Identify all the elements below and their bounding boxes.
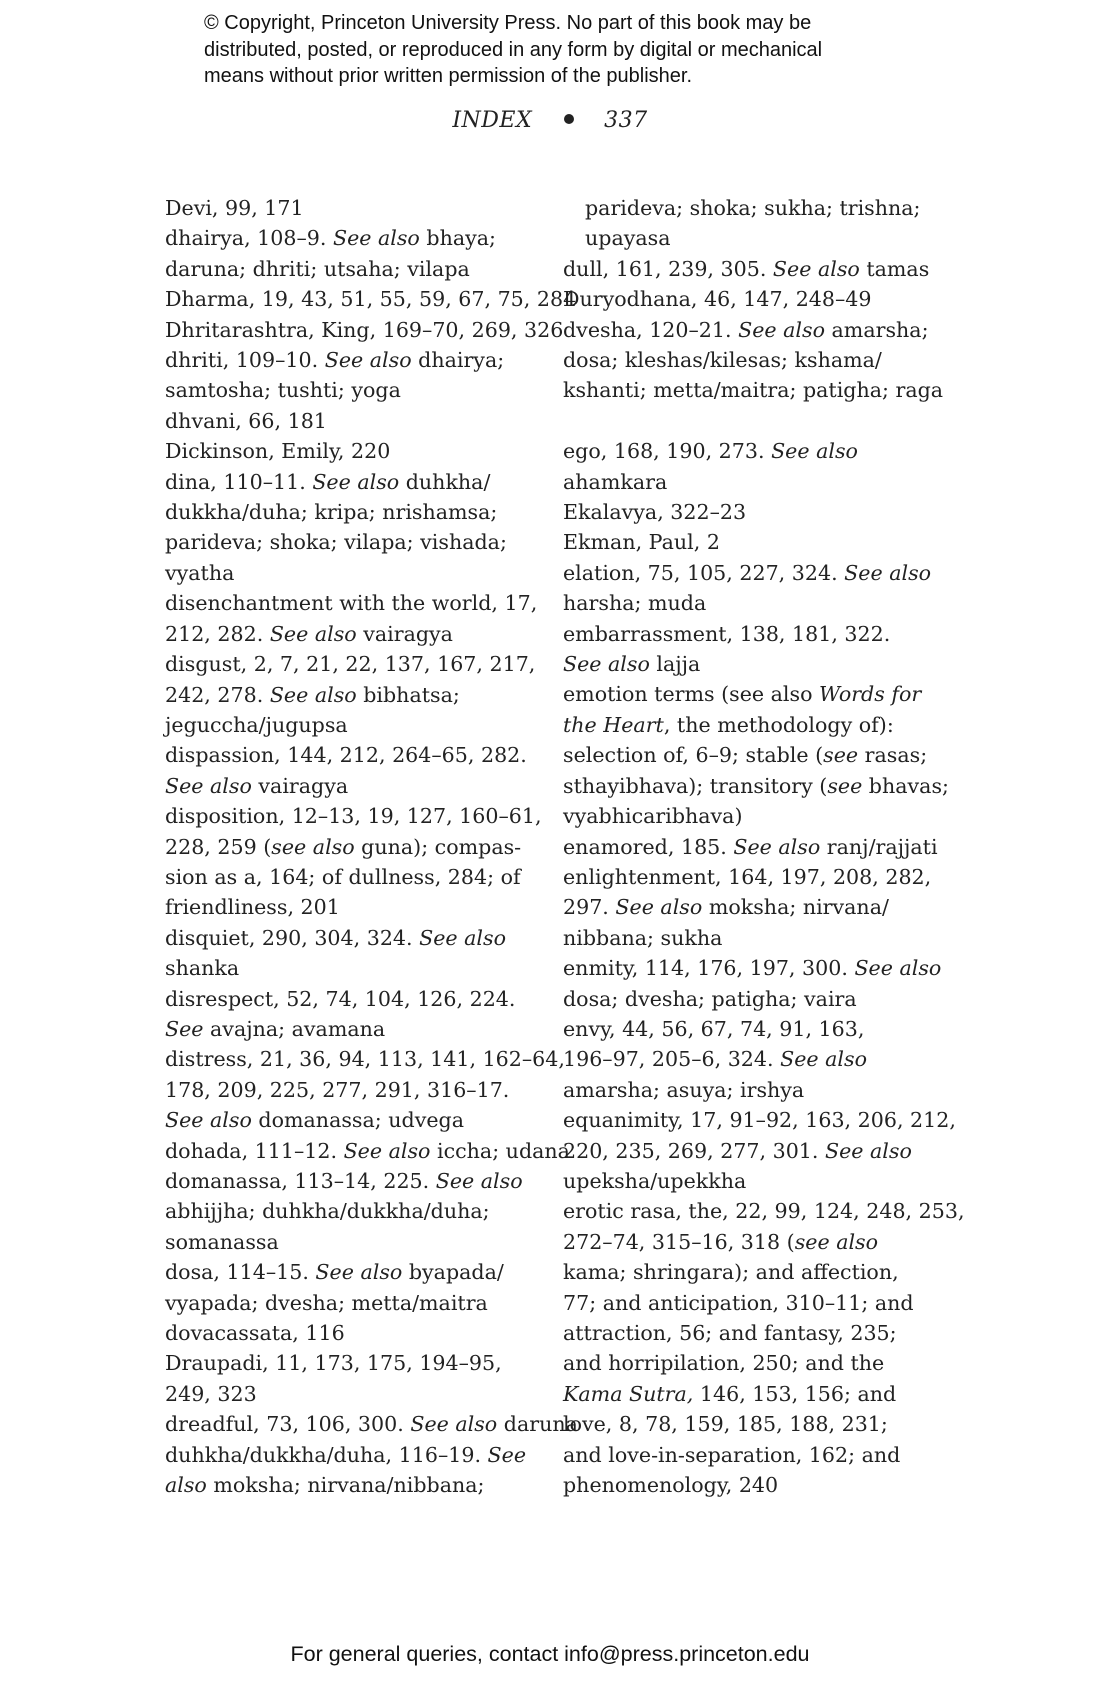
index-entry-line: dull, 161, 239, 305. See also tamas	[563, 256, 930, 281]
index-entry-line: samtosha; tushti; yoga	[165, 378, 401, 403]
index-entry	[563, 254, 963, 284]
index-entry-line: daruna; dhriti; utsaha; vilapa	[165, 256, 470, 281]
index-entry-line: disenchantment with the world, 17,	[165, 591, 538, 616]
index-entry	[165, 1257, 565, 1318]
index-entry-line: elation, 75, 105, 227, 324. See also	[563, 560, 932, 585]
index-entry-line: See also lajja	[563, 652, 701, 677]
index-entry-line: equanimity, 17, 91–92, 163, 206, 212,	[563, 1108, 956, 1133]
index-entry	[165, 801, 565, 923]
index-entry-line: phenomenology, 240	[563, 1473, 779, 1498]
index-entry-line: amarsha; asuya; irshya	[563, 1077, 805, 1102]
index-entry-line: See also vairagya	[165, 773, 349, 798]
index-entry-line: vyabhicaribhava)	[563, 804, 743, 829]
index-entry-line: dreadful, 73, 106, 300. See also daruna	[165, 1412, 578, 1437]
index-entry	[165, 984, 565, 1045]
index-entry-line: nibbana; sukha	[563, 925, 723, 950]
bullet-separator-icon	[564, 114, 574, 124]
index-entry	[563, 1196, 963, 1500]
index-entry-line: 77; and anticipation, 310–11; and	[563, 1290, 914, 1315]
index-entry-line: 196–97, 205–6, 324. See also	[563, 1047, 867, 1072]
index-entry-line: shanka	[165, 956, 240, 981]
index-entry-line: 242, 278. See also bibhatsa;	[165, 682, 460, 707]
index-entry-line: Ekalavya, 322–23	[563, 500, 747, 525]
copyright-line: distributed, posted, or reproduced in any form by digital or mechanical	[204, 38, 823, 61]
index-entry	[165, 436, 565, 466]
index-entry	[165, 345, 565, 406]
index-entry-line: parideva; shoka; sukha; trishna;	[585, 196, 921, 220]
index-entry	[563, 558, 963, 619]
index-entry-line: selection of, 6–9; stable (see rasas;	[563, 743, 928, 768]
index-entry	[165, 1318, 565, 1348]
index-entry	[165, 649, 565, 740]
index-entry-line: 272–74, 315–16, 318 (see also	[563, 1229, 879, 1254]
index-entry-line: and horripilation, 250; and the	[563, 1351, 885, 1376]
entry-gap	[563, 406, 963, 436]
index-entry-line: 220, 235, 269, 277, 301. See also	[563, 1138, 912, 1163]
index-entry-line: emotion terms (see also Words for	[563, 682, 922, 707]
index-column-left	[165, 193, 578, 1500]
index-entry-line: enamored, 185. See also ranj/rajjati	[563, 834, 938, 859]
index-entry-line: Draupadi, 11, 173, 175, 194–95,	[165, 1351, 502, 1376]
index-entry-line: vyapada; dvesha; metta/maitra	[165, 1290, 488, 1315]
index-entry-line: duhkha/dukkha/duha, 116–19. See	[165, 1442, 527, 1467]
index-entry-line: distress, 21, 36, 94, 113, 141, 162–64,	[165, 1047, 565, 1072]
copyright-line: © Copyright, Princeton University Press. No part of this book may be	[204, 12, 812, 34]
index-entry-line: love, 8, 78, 159, 185, 188, 231;	[563, 1412, 888, 1437]
index-entry-line: also moksha; nirvana/nibbana;	[165, 1473, 485, 1498]
index-entry-continued	[563, 193, 963, 254]
index-entry-line: embarrassment, 138, 181, 322.	[563, 621, 891, 646]
copyright-notice	[204, 10, 964, 90]
footer-contact: For general queries, contact info@press.princeton.edu	[290, 1642, 810, 1666]
index-entry-line: dovacassata, 116	[165, 1321, 345, 1346]
index-entry-line: 228, 259 (see also guna); compas-	[165, 834, 522, 859]
index-entry	[563, 832, 963, 862]
index-entry	[165, 740, 565, 801]
copyright-line: means without prior written permission of the publisher.	[204, 65, 693, 87]
index-entry	[165, 315, 565, 345]
index-entry-line: Dickinson, Emily, 220	[165, 439, 391, 464]
index-entry	[165, 588, 565, 649]
index-entry	[563, 315, 963, 406]
index-entry-line: parideva; shoka; vilapa; vishada;	[165, 530, 507, 555]
index-entry-line: harsha; muda	[563, 591, 707, 616]
index-entry-line: sion as a, 164; of dullness, 284; of	[165, 864, 521, 889]
index-entry-line: 212, 282. See also vairagya	[165, 621, 453, 646]
index-entry-line: attraction, 56; and fantasy, 235;	[563, 1321, 897, 1346]
index-entry	[563, 679, 963, 831]
index-entry	[165, 193, 565, 223]
index-entry-line: dina, 110–11. See also duhkha/	[165, 469, 491, 494]
index-entry	[165, 1440, 565, 1501]
index-entry-line: dosa, 114–15. See also byapada/	[165, 1260, 504, 1285]
index-entry-line: Devi, 99, 171	[165, 196, 304, 220]
index-entry	[165, 223, 565, 284]
index-entry-line: abhijjha; duhkha/dukkha/duha;	[165, 1199, 490, 1224]
index-entry-line: Kama Sutra, 146, 153, 156; and	[563, 1381, 897, 1406]
index-entry-line: enmity, 114, 176, 197, 300. See also	[563, 956, 942, 981]
index-entry-line: friendliness, 201	[165, 895, 340, 920]
index-entry	[165, 406, 565, 436]
index-entry-line: 249, 323	[165, 1381, 257, 1406]
index-entry-line: the Heart, the methodology of):	[563, 712, 894, 737]
running-head	[0, 108, 1100, 133]
index-entry	[563, 527, 963, 557]
index-entry	[563, 1105, 963, 1196]
index-entry	[165, 1166, 565, 1257]
page-number: 337	[604, 108, 648, 133]
index-entry	[563, 1014, 963, 1105]
index-entry-line: erotic rasa, the, 22, 99, 124, 248, 253,	[563, 1199, 965, 1224]
index-entry-line: disrespect, 52, 74, 104, 126, 224.	[165, 986, 516, 1011]
section-title: INDEX	[452, 108, 533, 133]
index-entry-line: Duryodhana, 46, 147, 248–49	[563, 287, 872, 312]
index-entry-line: upeksha/upekkha	[563, 1168, 747, 1193]
index-entry-line: 297. See also moksha; nirvana/	[563, 895, 889, 920]
index-entry-line: Ekman, Paul, 2	[563, 530, 720, 555]
index-entry	[563, 436, 963, 497]
index-entry	[165, 923, 565, 984]
index-entry-line: enlightenment, 164, 197, 208, 282,	[563, 864, 932, 889]
index-entry-line: disgust, 2, 7, 21, 22, 137, 167, 217,	[165, 652, 536, 677]
index-entry-line: disquiet, 290, 304, 324. See also	[165, 925, 506, 950]
index-entry-line: and love-in-separation, 162; and	[563, 1442, 901, 1467]
index-entry-line: sthayibhava); transitory (see bhavas;	[563, 773, 949, 798]
index-entry-line: jeguccha/jugupsa	[165, 712, 348, 737]
index-entry-line: dhriti, 109–10. See also dhairya;	[165, 348, 505, 373]
index-entry	[563, 953, 963, 1014]
index-entry-line: upayasa	[585, 226, 671, 251]
index-entry	[165, 467, 565, 589]
index-entry-line: dispassion, 144, 212, 264–65, 282.	[165, 743, 527, 768]
index-entry-line: Dharma, 19, 43, 51, 55, 59, 67, 75, 284	[165, 287, 577, 312]
index-entry	[563, 619, 963, 680]
index-entry-line: Dhritarashtra, King, 169–70, 269, 326	[165, 317, 564, 342]
index-entry-line: dosa; dvesha; patigha; vaira	[563, 986, 857, 1011]
index-entry-line: kshanti; metta/maitra; patigha; raga	[563, 378, 944, 403]
index-entry-line: dhvani, 66, 181	[165, 408, 327, 433]
index-entry-line: See avajna; avamana	[165, 1016, 386, 1041]
index-column-right	[563, 193, 963, 1500]
index-entry-line: dhairya, 108–9. See also bhaya;	[165, 226, 496, 251]
index-entry	[563, 862, 963, 953]
index-entry-line: dohada, 111–12. See also iccha; udana	[165, 1138, 570, 1163]
index-entry	[165, 1136, 570, 1166]
index-entry-line: kama; shringara); and affection,	[563, 1260, 899, 1285]
index-entry-line: dosa; kleshas/kilesas; kshama/	[563, 348, 882, 373]
index-entry-line: dukkha/duha; kripa; nrishamsa;	[165, 500, 498, 525]
index-entry-line: 178, 209, 225, 277, 291, 316–17.	[165, 1077, 510, 1102]
index-entry-line: vyatha	[165, 560, 235, 585]
index-entry-line: disposition, 12–13, 19, 127, 160–61,	[165, 804, 542, 829]
index-entry	[563, 284, 963, 314]
index-entry	[165, 1409, 578, 1439]
index-entry	[165, 284, 577, 314]
index-entry-line: envy, 44, 56, 67, 74, 91, 163,	[563, 1016, 865, 1041]
index-entry-line: somanassa	[165, 1229, 279, 1254]
index-entry-line: dvesha, 120–21. See also amarsha;	[563, 317, 929, 342]
index-entry-line: ego, 168, 190, 273. See also	[563, 439, 858, 464]
index-entry	[165, 1044, 565, 1135]
index-entry-line: See also domanassa; udvega	[165, 1108, 464, 1133]
index-entry-line: ahamkara	[563, 469, 668, 494]
index-entry	[563, 497, 963, 527]
index-entry-line: domanassa, 113–14, 225. See also	[165, 1169, 523, 1193]
index-entry	[165, 1348, 565, 1409]
